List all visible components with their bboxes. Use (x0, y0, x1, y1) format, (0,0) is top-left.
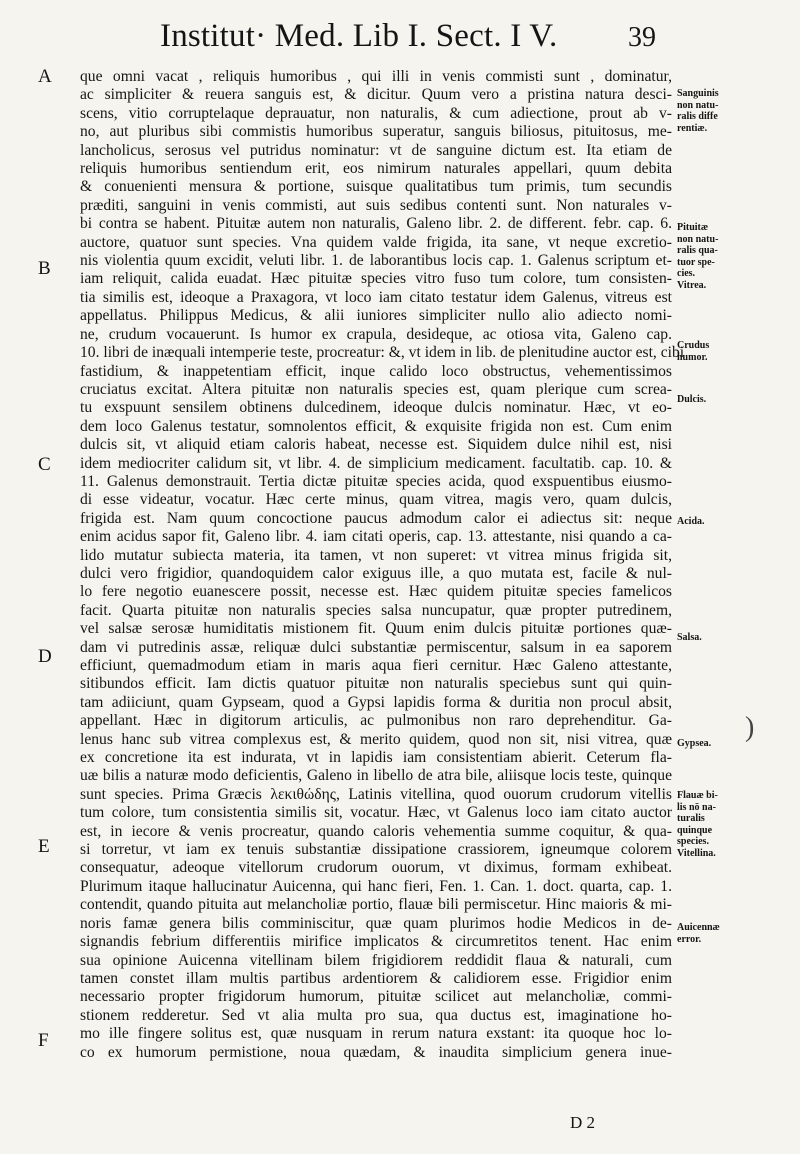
section-letter: C (38, 454, 51, 475)
text-line: noris famæ genera bilis comminiscitur, quæ quam plurimos hodie Medicos in de- (80, 914, 672, 932)
text-line: reliquis humoribus sentiendum erit, eos nimirum naturales appellari, quum debita (80, 160, 672, 178)
text-line: fastidium, & inappetentiam efficit, inque calido loco obstructus, vehementissimos (80, 362, 672, 380)
text-line: di esse videatur, vocatur. Hæc certe minus, quam vitrea, magis vero, quam dulcis, (80, 491, 672, 509)
text-line: lo fere negotio euanescere possit, necesse est. Hæc quidem pituitæ species famelicos (80, 583, 672, 601)
text-line: stionem redderetur. Sed vt alia multa pro sua, qua ductus est, imaginatione ho- (80, 1006, 672, 1024)
text-line: auctore, quatuor sunt species. Vna quidem valde frigida, ita sane, vt neque excretio- (80, 233, 672, 251)
text-line: bi contra se habent. Pituitæ autem non naturalis, Galeno libr. 2. de different. febr. cap. 6. (80, 215, 672, 233)
margin-note: Salsa. (677, 632, 702, 643)
text-line: si torretur, vt iam ex tenuis substantiæ dissipatione crassiorem, igneumque colorem (80, 841, 672, 859)
running-head: Institut· Med. Lib I. Sect. I V. (160, 18, 558, 54)
text-line: Plurimum itaque hallucinatur Auicenna, qui hanc fieri, Fen. 1. Can. 1. doct. quarta, cap. 1. (80, 877, 672, 895)
section-letter: D (38, 646, 52, 667)
text-line: enim acidus sapor fit, Galeno libr. 4. iam citati operis, cap. 13. attestante, nisi quando a ca- (80, 528, 672, 546)
text-line: præditi, sanguini in venis commisti, aut suis sedibus contenti sunt. Non naturales v- (80, 196, 672, 214)
text-line: lenus hanc sub vitrea complexus est, & merito quidem, quod non sit, nisi vitrea, quæ (80, 730, 672, 748)
margin-note: Crudus humor. (677, 340, 710, 363)
text-line: tia similis est, ideoque a Praxagora, vt loco iam citato testatur idem Galenus, vitreus est (80, 288, 672, 306)
text-line: 11. Galenus demonstrauit. Tertia dictæ pituitæ species acida, quod exspuentibus eiusmo- (80, 472, 672, 490)
margin-note: Pituitæ non natu- ralis qua- tuor spe- cies. Vitrea. (677, 222, 719, 291)
text-line: sunt species. Prima Græcis λεκιθώδης, Latinis vitellina, quod ouorum crudorum vitellis (80, 785, 672, 803)
text-line: dulcis sit, vt aliquid etiam caloris habeat, necesse est. Siquidem dulce nihil est, nisi (80, 436, 672, 454)
handwritten-parenthesis-mark: ) (745, 712, 755, 743)
text-line: nis violentia quum excidit, veluti libr. 1. de laborantibus locis cap. 1. Galenus scriptum et- (80, 252, 672, 270)
text-line: dem loco Galenus testatur, somnolentos efficit, & exquisite frigida non est. Cum enim (80, 417, 672, 435)
margin-note: Acida. (677, 516, 705, 527)
text-line: contendit, quando pituita aut melancholiæ portio, flauæ bili permiscetur. Hinc maioris & mi- (80, 896, 672, 914)
text-line: est, in iecore & venis procreatur, quando caloris vehementia summe coquitur, & qua- (80, 822, 672, 840)
margin-note: Gypsea. (677, 738, 712, 749)
text-line: appellant. Hæc in digitorum articulis, ac pulmonibus non raro deprehenditur. Ga- (80, 712, 672, 730)
body-text (80, 68, 685, 1062)
text-line: que omni vacat , reliquis humoribus , qui illi in venis commisti sunt , dominatur, (80, 68, 672, 85)
text-line: sitibundos efficit. Iam dictis quatuor pituitæ non naturalis speciebus sunt qui quin- (80, 675, 672, 693)
text-line: sua opinione Auicenna vitellinam bilem frigidiorem reddidit flaua & naturali, cum (80, 951, 672, 969)
section-letter: E (38, 836, 50, 857)
text-line: dulci vero frigidior, quandoquidem calor exiguus ille, a quo mutata est, facile & nul- (80, 564, 672, 582)
text-line: tam adiiciunt, quam Gypseam, quod a Gypsi lapidis forma & duritia non procul absit, (80, 693, 672, 711)
margin-note: Sanguinis non natu- ralis diffe rentiæ. (677, 88, 719, 134)
text-line: no, aut pluribus sibi commistis humoribus superatur, sanguis biliosus, pituitosus, me- (80, 123, 672, 141)
text-line: ne, crudum vocauerunt. Is humor ex crapula, desideque, ac otiosa vita, Galeno cap. (80, 325, 672, 343)
margin-note: Flauæ bi- lis nō na- turalis quinque species. Vitellina. (677, 790, 718, 859)
text-line: uæ bilis a naturæ modo deficientis, Galeno in libello de atra bile, aliisque locis teste, quinque (80, 767, 672, 785)
text-line: efficiunt, quemadmodum etiam in maris aqua fieri cernitur. Hæc Galeno attestante, (80, 657, 672, 674)
text-line: tamen constet illam multis partibus ardentiorem & calidiorem esse. Frigidior enim (80, 969, 672, 987)
text-line: co ex humorum permistione, noua quædam, & inaudita simplicium genera inue- (80, 1043, 672, 1061)
text-line: scens, vitio corruptelaque deprauatur, non naturalis, & cum adiectione, prout ab v- (80, 104, 672, 122)
text-line: ac simpliciter & reuera sanguis est, & dicitur. Quum vero a pristina natura desci- (80, 86, 672, 104)
text-line: tu exspuunt sensilem obtinens dulcedinem, ideoque dulcis nominatur. Hæc, vt eo- (80, 399, 672, 417)
signature-catchword: D 2 (570, 1113, 596, 1132)
page-number: 39 (628, 22, 656, 53)
section-letter: A (38, 66, 52, 87)
margin-note: Auicennæ error. (677, 922, 720, 945)
text-line: necessario propter frigidorum humorum, pituitæ scilicet aut melancholiæ, commi- (80, 988, 672, 1006)
text-line: facit. Quarta pituitæ non naturalis species salsa nuncupatur, quæ propter putredinem, (80, 601, 672, 619)
text-line: vel salsæ serosæ humiditatis mistionem fit. Quum enim dulcis pituitæ portiones quæ- (80, 620, 672, 638)
text-line: dam vi putredinis assæ, reliquæ dulci substantiæ permiscentur, salsum in ea saporem (80, 638, 672, 656)
text-line: consequatur, adeoque vitellorum crudorum ouorum, vt diximus, formam exhibeat. (80, 859, 672, 877)
text-line: ex concretione ita est indurata, vt in lapidis iam consistentiam abierit. Ceterum fla- (80, 749, 672, 767)
text-line: frigida est. Nam quum concoctione paucus admodum calor ei adiectus sit: neque (80, 509, 672, 527)
text-line: lancholicus, serosus vel putridus nominatur: vt de sanguine dictum est. Ita etiam de (80, 141, 672, 159)
text-line: lido mutatur subiecta materia, ita tamen, vt non superet: vt vitrea minus frigida sit, (80, 546, 672, 564)
text-line: mo ille fingere solitus est, quæ nusquam in rerum natura exstant: ita quoque hoc lo- (80, 1025, 672, 1043)
margin-note: Dulcis. (677, 394, 707, 405)
text-line: tum colore, tum consistentia similis sit, vocatur. Hæc, vt Galenus loco iam citato auctor (80, 804, 672, 822)
section-letter: B (38, 258, 51, 279)
text-line: cruciatus excitat. Altera pituitæ non naturalis species est, quam plerique cum screa- (80, 380, 672, 398)
text-line: idem mediocriter calidum sit, vt libr. 4. de simplicium medicament. facultatib. cap. 10. & (80, 454, 672, 472)
section-letter: F (38, 1030, 49, 1051)
text-line: iam reliquit, calida euadat. Hæc pituitæ species vitro fuso tum colore, tum consisten- (80, 270, 672, 288)
text-line: signandis febrium differentiis mirifice implicatos & circumretitos tenent. Hac enim (80, 933, 672, 951)
text-line: appellatus. Philippus Medicus, & alii iuniores simpliciter nullo alio adiecto nomi- (80, 307, 672, 325)
text-line: & conuenienti mensura & portione, suisque qualitatibus tum primis, tum secundis (80, 178, 672, 196)
text-line: 10. libri de inæquali intemperie teste, procreatur: &, vt idem in lib. de plenitudine auctor est, cibi (80, 344, 685, 362)
